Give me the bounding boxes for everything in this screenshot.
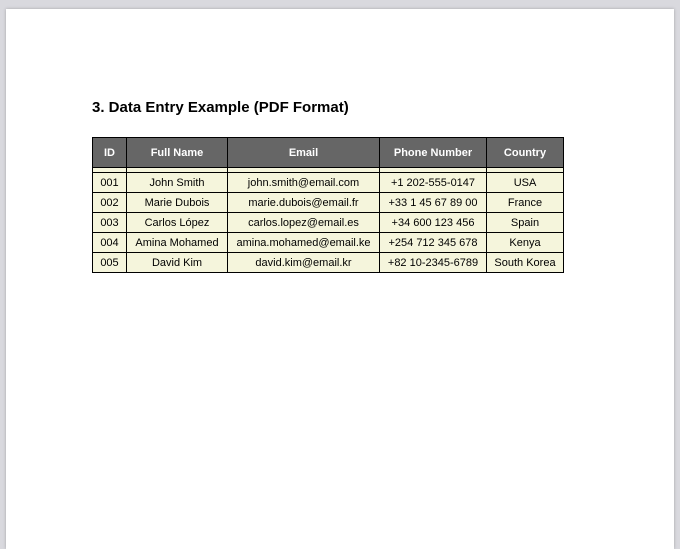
cell-email: carlos.lopez@email.es xyxy=(228,213,380,233)
cell-phone-number: +33 1 45 67 89 00 xyxy=(380,193,487,213)
cell-country: Spain xyxy=(487,213,564,233)
cell-id: 005 xyxy=(93,253,127,273)
cell-full-name: Carlos López xyxy=(127,213,228,233)
pdf-page xyxy=(6,9,674,549)
cell-country: South Korea xyxy=(487,253,564,273)
cell-phone-number: +1 202-555-0147 xyxy=(380,173,487,193)
cell-id: 003 xyxy=(93,213,127,233)
cell-phone-number: +82 10-2345-6789 xyxy=(380,253,487,273)
cell-phone-number: +254 712 345 678 xyxy=(380,233,487,253)
cell-email: john.smith@email.com xyxy=(228,173,380,193)
cell-id: 001 xyxy=(93,173,127,193)
cell-phone-number: +34 600 123 456 xyxy=(380,213,487,233)
cell-full-name: John Smith xyxy=(127,173,228,193)
cell-email: amina.mohamed@email.ke xyxy=(228,233,380,253)
table-row xyxy=(93,213,564,233)
table-row xyxy=(93,233,564,253)
cell-email: david.kim@email.kr xyxy=(228,253,380,273)
table-row xyxy=(93,253,564,273)
table-header-row xyxy=(93,138,564,168)
cell-id: 004 xyxy=(93,233,127,253)
cell-full-name: David Kim xyxy=(127,253,228,273)
column-header-id: ID xyxy=(93,138,127,168)
cell-country: France xyxy=(487,193,564,213)
column-header-phone-number: Phone Number xyxy=(380,138,487,168)
cell-id: 002 xyxy=(93,193,127,213)
column-header-country: Country xyxy=(487,138,564,168)
table-row xyxy=(93,193,564,213)
cell-full-name: Amina Mohamed xyxy=(127,233,228,253)
column-header-email: Email xyxy=(228,138,380,168)
column-header-full-name: Full Name xyxy=(127,138,228,168)
cell-country: USA xyxy=(487,173,564,193)
table-row xyxy=(93,173,564,193)
section-heading: 3. Data Entry Example (PDF Format) xyxy=(92,99,349,116)
data-entry-table xyxy=(92,137,564,273)
cell-country: Kenya xyxy=(487,233,564,253)
cell-email: marie.dubois@email.fr xyxy=(228,193,380,213)
cell-full-name: Marie Dubois xyxy=(127,193,228,213)
